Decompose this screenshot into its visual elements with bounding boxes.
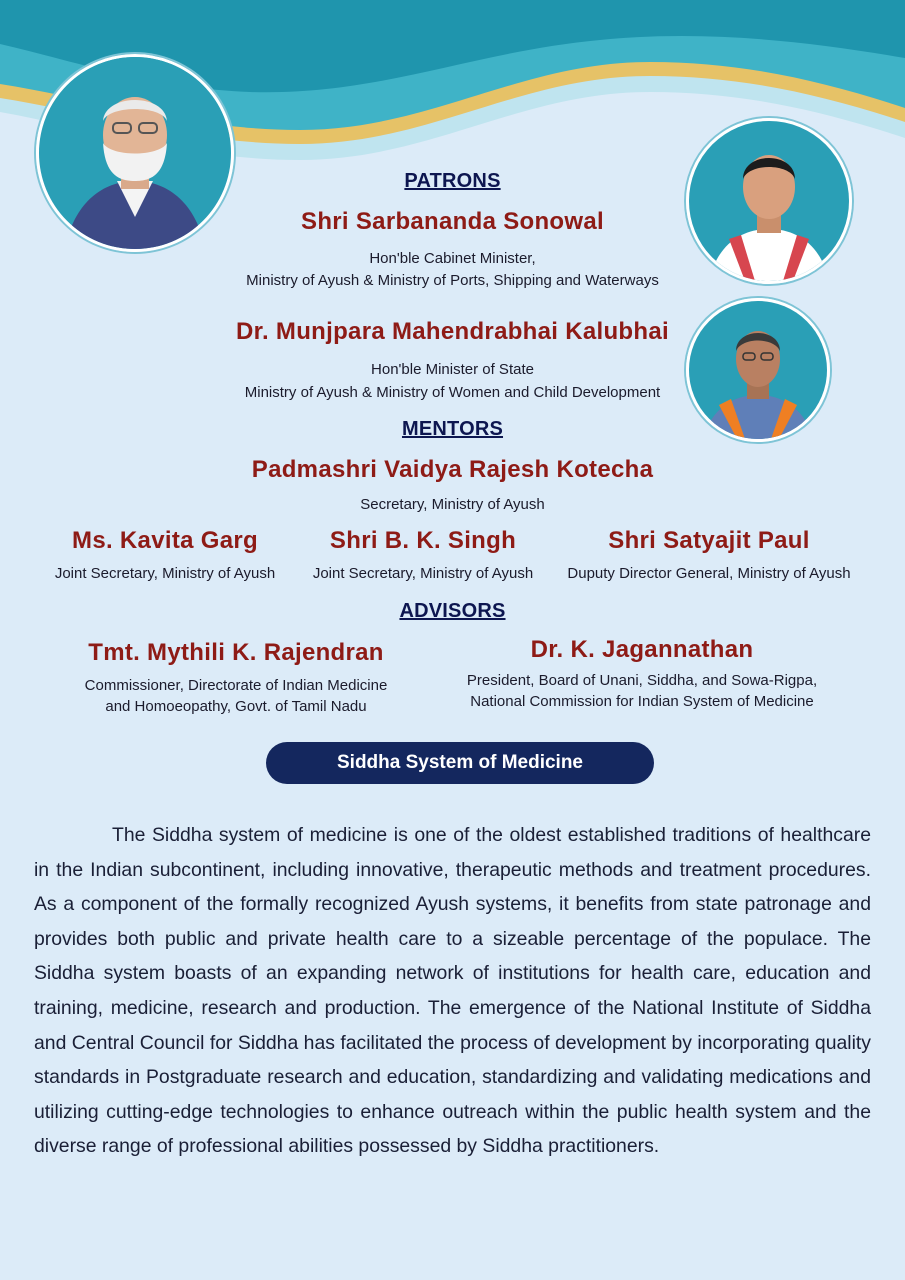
patron-1-name: Shri Sarbananda Sonowal xyxy=(301,208,604,235)
mentor-lead-role: Secretary, Ministry of Ayush xyxy=(360,496,545,513)
advisor-role-line-1: Commissioner, Directorate of Indian Medicine xyxy=(84,677,388,694)
advisor-role-line-1: President, Board of Unani, Siddha, and Sowa-Rigpa, xyxy=(466,672,818,689)
advisors-heading: ADVISORS xyxy=(399,600,506,622)
patron-1-ministry: Ministry of Ayush & Ministry of Ports, Shipping and Waterways xyxy=(246,272,659,289)
patrons-heading: PATRONS xyxy=(404,170,501,192)
patron-2-title: Hon'ble Minister of State xyxy=(371,361,534,378)
advisor-role-line-2: and Homoeopathy, Govt. of Tamil Nadu xyxy=(105,698,367,715)
mentor-card xyxy=(40,527,290,584)
section-title-banner: Siddha System of Medicine xyxy=(266,742,654,784)
mentor-role: Duputy Director General, Ministry of Ayush xyxy=(567,565,851,582)
mentor-lead-name: Padmashri Vaidya Rajesh Kotecha xyxy=(251,456,654,483)
advisor-name: Tmt. Mythili K. Rajendran xyxy=(88,639,384,666)
patron-1-title: Hon'ble Cabinet Minister, xyxy=(369,250,536,267)
mentors-heading: MENTORS xyxy=(401,418,504,440)
mentor-name: Shri Satyajit Paul xyxy=(608,527,810,554)
advisor-card xyxy=(40,639,432,717)
advisor-role-line-2: National Commission for Indian System of Medicine xyxy=(470,693,814,710)
patron-2-name: Dr. Munjpara Mahendrabhai Kalubhai xyxy=(236,318,669,345)
advisor-name: Dr. K. Jagannathan xyxy=(530,636,754,663)
mentor-name: Shri B. K. Singh xyxy=(329,527,517,554)
siddha-description-paragraph: The Siddha system of medicine is one of the oldest established traditions of healthcare in the Indian subcontinent, including innovative, therapeutic methods and treatment procedures. As a component of the formally recognized Ayush systems, it benefits from state patronage and provides both public and private health care to a sizeable percentage of the populace. The Siddha system boasts of an expanding network of institutions for health care, education and training, medicine, research and production. The emergence of the National Institute of Siddha and Central Council for Siddha has facilitated the process of development by incorporating quality standards in Postgraduate research and education, standardizing and validating medications and utilizing cutting-edge technologies to enhance outreach within the public health system and the diverse range of professional abilities possessed by Siddha practitioners. xyxy=(34,824,871,1158)
mentor-role: Joint Secretary, Ministry of Ayush xyxy=(312,565,534,582)
mentor-card xyxy=(556,527,862,584)
mentor-role: Joint Secretary, Ministry of Ayush xyxy=(54,565,276,582)
advisor-card xyxy=(446,636,838,712)
mentor-card xyxy=(298,527,548,584)
mentor-name: Ms. Kavita Garg xyxy=(72,527,258,554)
patron-2-ministry: Ministry of Ayush & Ministry of Women and Child Development xyxy=(244,384,661,401)
